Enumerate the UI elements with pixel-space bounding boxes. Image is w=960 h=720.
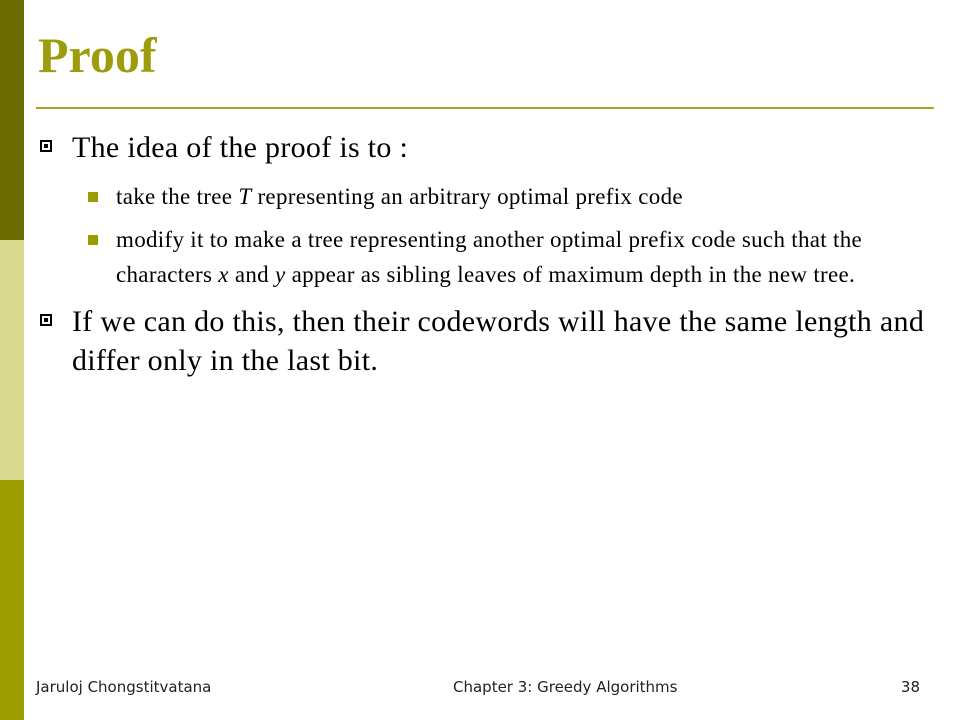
title-divider bbox=[36, 107, 934, 109]
bullet-item bbox=[36, 128, 936, 167]
sub-bullet-item bbox=[36, 179, 936, 214]
square-bullet-icon bbox=[40, 314, 52, 326]
filled-square-bullet-icon bbox=[88, 235, 98, 245]
bullet-text: The idea of the proof is to : bbox=[72, 131, 409, 164]
sidebar-band-middle bbox=[0, 240, 24, 480]
sub-bullet-text: modify it to make a tree representing another optimal prefix code such that the characters x and y appear as sibling leaves of maximum depth in the new tree. bbox=[116, 227, 863, 287]
sub-bullet-text: take the tree T representing an arbitrary optimal prefix code bbox=[116, 184, 683, 209]
page-number: 38 bbox=[900, 678, 920, 696]
slide-body bbox=[36, 128, 936, 380]
footer-author: Jaruloj Chongstitvatana bbox=[36, 678, 212, 696]
bullet-text: If we can do this, then their codewords will have the same length and differ only in the last bit. bbox=[72, 305, 925, 377]
footer-chapter: Chapter 3: Greedy Algorithms bbox=[453, 678, 678, 696]
filled-square-bullet-icon bbox=[88, 192, 98, 202]
square-bullet-icon bbox=[40, 140, 52, 152]
slide-title: Proof bbox=[38, 27, 157, 83]
sidebar-band-top bbox=[0, 0, 24, 240]
bullet-item bbox=[36, 302, 936, 380]
slide-footer bbox=[0, 678, 960, 702]
sub-bullet-item bbox=[36, 222, 936, 292]
